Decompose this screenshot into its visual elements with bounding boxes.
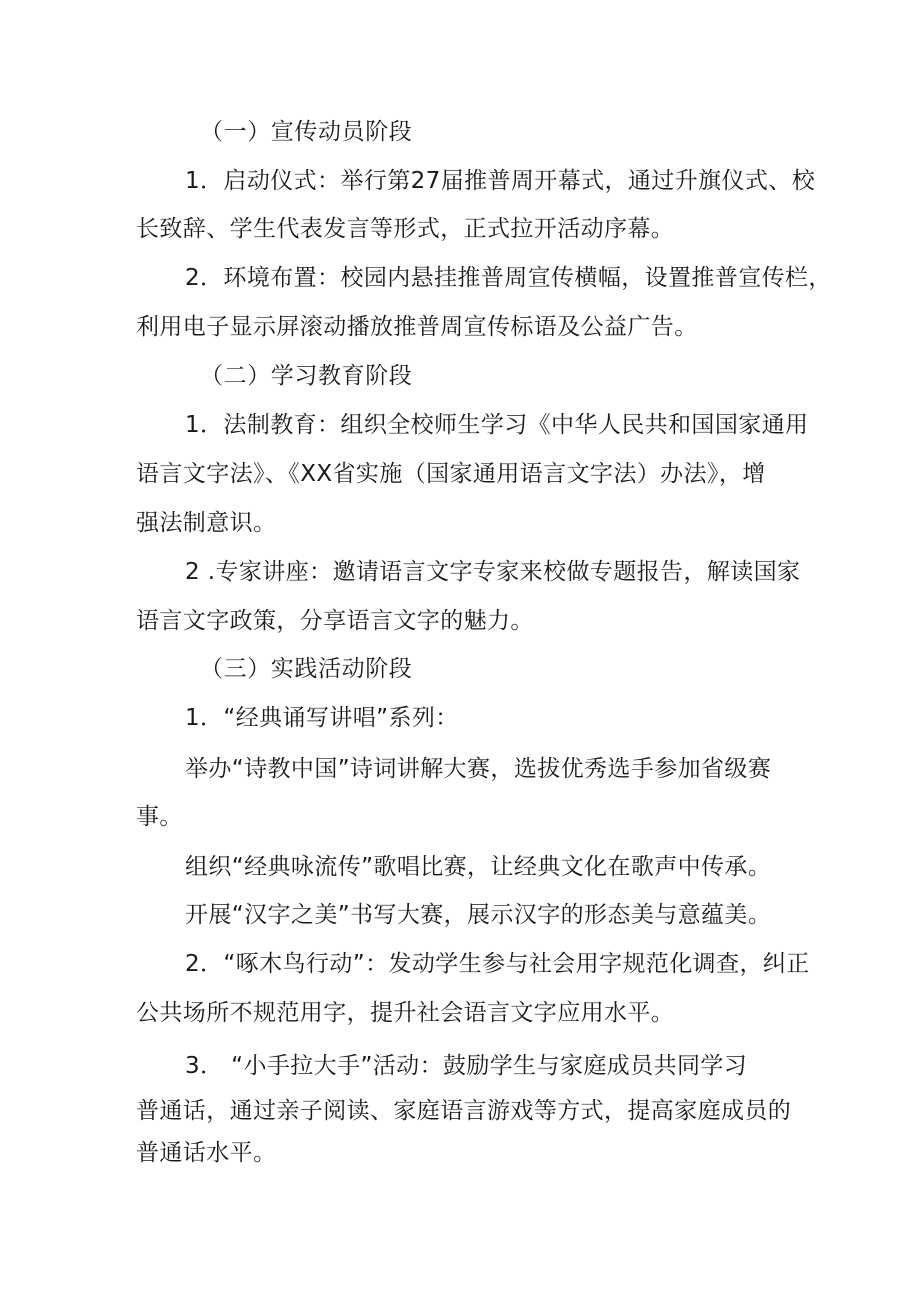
- paragraph-line: 1．“经典诵写讲唱”系列：: [185, 705, 459, 731]
- paragraph-line: 3． “小手拉大手”活动：鼓励学生与家庭成员共同学习: [185, 1053, 748, 1079]
- paragraph-line: 开展“汉字之美”书写大赛，展示汉字的形态美与意蕴美。: [185, 902, 772, 928]
- paragraph-line: 2 .专家讲座：邀请语言文字专家来校做专题报告，解读国家: [185, 559, 801, 585]
- paragraph-line: 语言文字法》、《XX省实施（国家通用语言文字法）办法》，增: [136, 461, 766, 487]
- paragraph-line: 普通话水平。: [136, 1140, 277, 1166]
- paragraph-line: 普通话，通过亲子阅读、家庭语言游戏等方式，提高家庭成员的: [136, 1098, 792, 1124]
- paragraph-line: 组织“经典咏流传”歌唱比赛，让经典文化在歌声中传承。: [185, 854, 772, 880]
- section-heading-3: （三）实践活动阶段: [200, 656, 413, 682]
- paragraph-line: 2．环境布置：校园内悬挂推普周宣传横幅，设置推普宣传栏，: [185, 265, 832, 291]
- section-heading-2: （二）学习教育阶段: [200, 363, 413, 389]
- paragraph-line: 举办“诗教中国”诗词讲解大赛，选拔优秀选手参加省级赛: [185, 756, 772, 782]
- paragraph-line: 利用电子显示屏滚动播放推普周宣传标语及公益广告。: [136, 314, 698, 340]
- paragraph-line: 事。: [136, 804, 183, 830]
- paragraph-line: 强法制意识。: [136, 510, 277, 536]
- paragraph-line: 长致辞、学生代表发言等形式，正式拉开活动序幕。: [136, 216, 675, 242]
- paragraph-line: 公共场所不规范用字，提升社会语言文字应用水平。: [136, 1000, 675, 1026]
- paragraph-line: 2．“啄木鸟行动”：发动学生参与社会用字规范化调查，纠正: [185, 951, 810, 977]
- paragraph-line: 语言文字政策，分享语言文字的魅力。: [136, 608, 534, 634]
- section-heading-1: （一）宣传动员阶段: [200, 119, 413, 145]
- paragraph-line: 1．法制教育：组织全校师生学习《中华人民共和国国家通用: [185, 412, 809, 438]
- paragraph-line: 1．启动仪式：举行第27届推普周开幕式，通过升旗仪式、校: [185, 168, 816, 194]
